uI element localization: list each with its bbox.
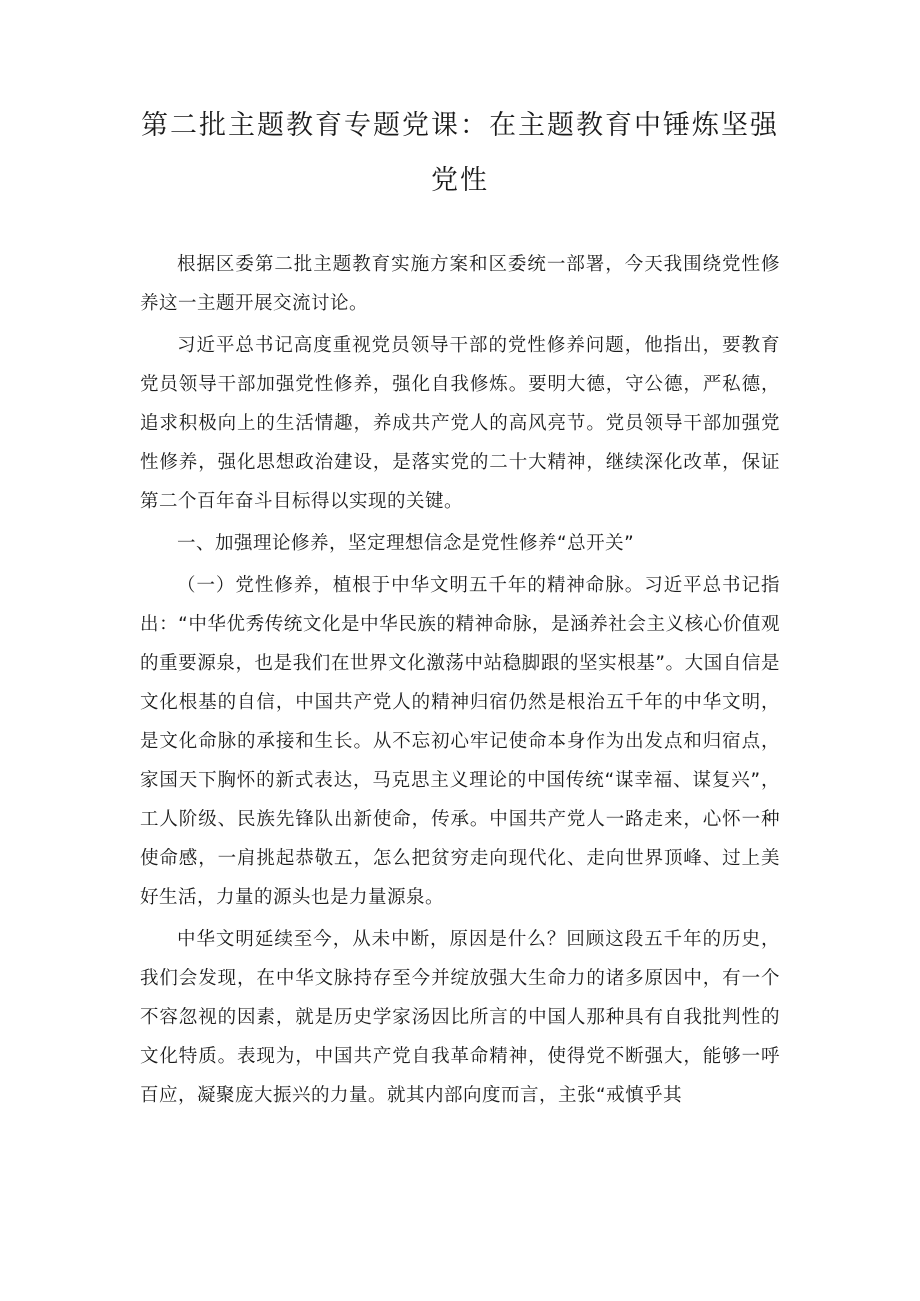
document-title: 第二批主题教育专题党课：在主题教育中锤炼坚强党性: [141, 110, 779, 196]
paragraph-civilization: 中华文明延续至今，从未中断，原因是什么？回顾这段五千年的历史，我们会发现，在中华文脉持存至今并绽放强大生命力的诸多原因中，有一个不容忽视的因素，就是历史学家汤因比所言的中国人那种具有自我批判性的文化特质。表现为，中国共产党自我革命精神，使得党不断强大，能够一呼百应，凝聚庞大振兴的力量。就其内部向度而言，主张“戒慎乎其: [140, 929, 780, 1106]
document-body: [140, 245, 780, 1118]
paragraph-importance: 习近平总书记高度重视党员领导干部的党性修养问题，他指出，要教育党员领导干部加强党性修养，强化自我修炼。要明大德，守公德，严私德，追求积极向上的生活情趣，养成共产党人的高风亮节。党员领导干部加强党性修养，强化思想政治建设，是落实党的二十大精神，继续深化改革，保证第二个百年奋斗目标得以实现的关键。: [140, 335, 780, 512]
section-heading-1: 一、加强理论修养，坚定理想信念是党性修养“总开关”: [177, 533, 635, 554]
paragraph-intro: 根据区委第二批主题教育实施方案和区委统一部署，今天我围绕党性修养这一主题开展交流讨论。: [140, 254, 780, 314]
paragraph-subsection-1: （一）党性修养，植根于中华文明五千年的精神命脉。习近平总书记指出：“中华优秀传统文化是中华民族的精神命脉，是涵养社会主义核心价值观的重要源泉，也是我们在世界文化激荡中站稳脚跟的坚实根基”。大国自信是文化根基的自信，中国共产党人的精神归宿仍然是根治五千年的中华文明，是文化命脉的承接和生长。从不忘初心牢记使命本身作为出发点和归宿点，家国天下胸怀的新式表达，马克思主义理论的中国传统“谋幸福、谋复兴”，工人阶级、民族先锋队出新使命，传承。中国共产党人一路走来，心怀一种使命感，一肩挑起恭敬五，怎么把贫穷走向现代化、走向世界顶峰、过上美好生活，力量的源头也是力量源泉。: [140, 575, 780, 908]
